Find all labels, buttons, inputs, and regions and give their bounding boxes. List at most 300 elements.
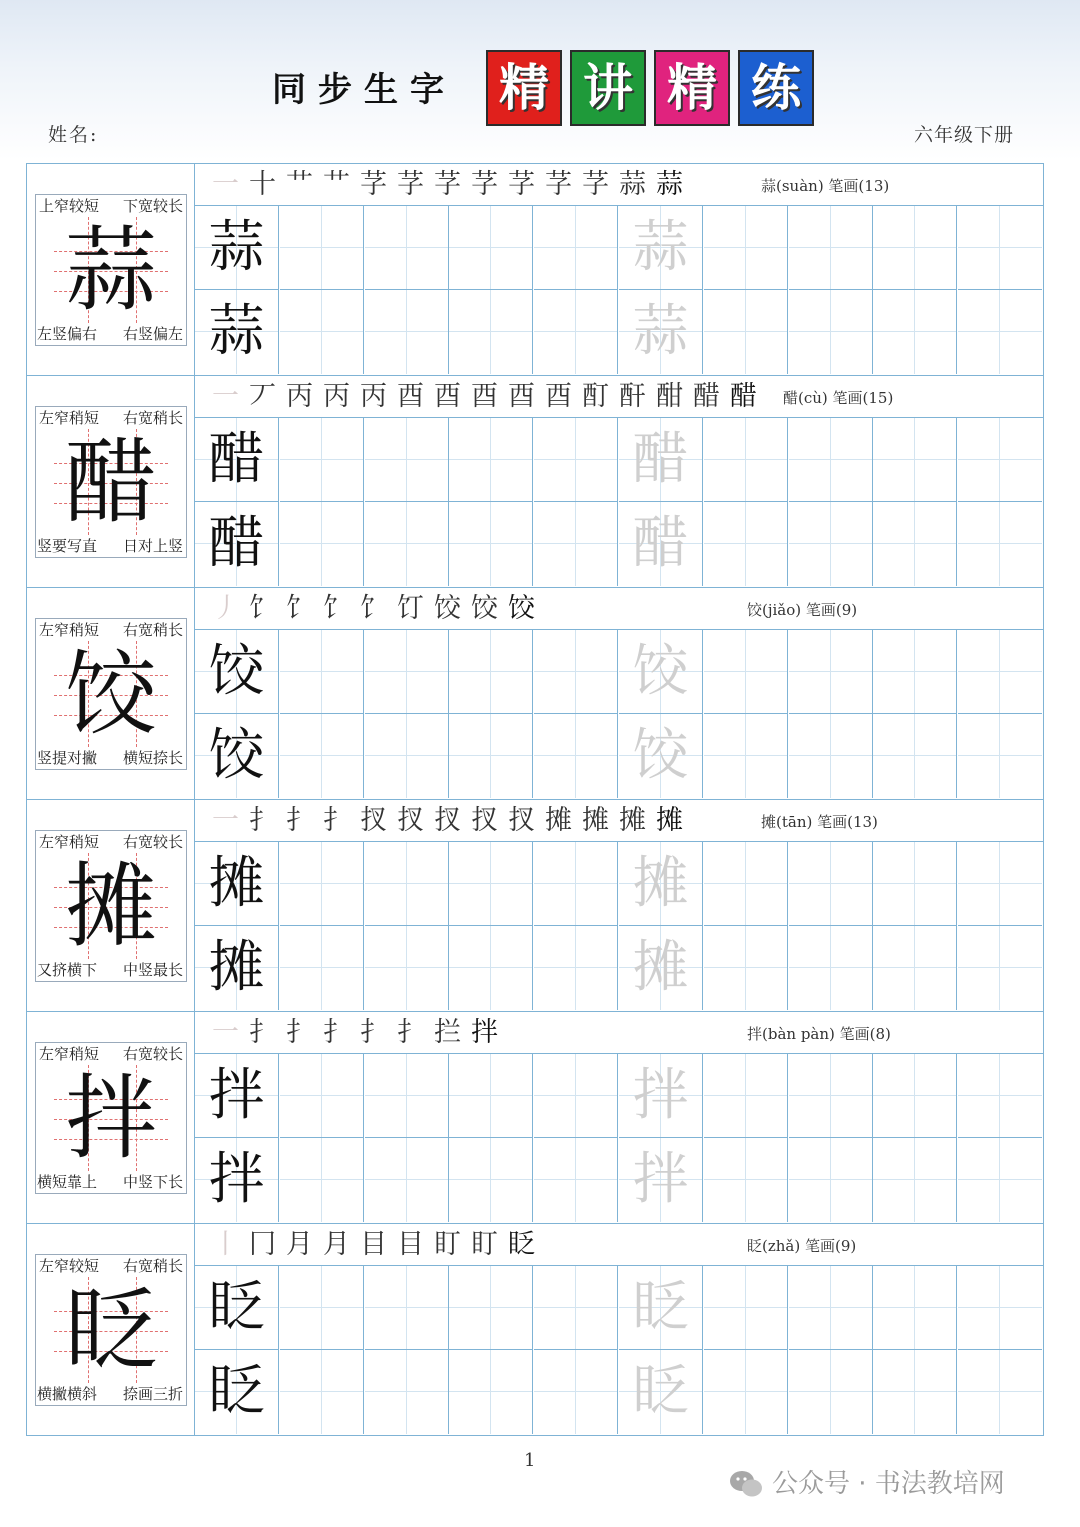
- writing-cell[interactable]: [958, 502, 1042, 586]
- writing-cell[interactable]: [873, 290, 957, 374]
- writing-cell[interactable]: [789, 714, 873, 798]
- writing-cell[interactable]: [958, 206, 1042, 290]
- writing-cell[interactable]: [365, 714, 449, 798]
- writing-cell[interactable]: [280, 1350, 364, 1434]
- writing-cell[interactable]: [873, 206, 957, 290]
- model-panel: [27, 376, 195, 587]
- writing-cell[interactable]: [958, 1138, 1042, 1222]
- writing-cell[interactable]: [280, 1138, 364, 1222]
- writing-cell[interactable]: [619, 1138, 703, 1222]
- stroke-step: 一: [212, 381, 239, 412]
- badge-jing-2: 精: [654, 50, 730, 126]
- model-panel: [27, 588, 195, 799]
- practice-grid: [195, 842, 1043, 1011]
- writing-cell[interactable]: [704, 842, 788, 926]
- writing-cell[interactable]: [534, 1138, 618, 1222]
- sample-character: 拌: [208, 1147, 265, 1212]
- stroke-step: 饣: [286, 593, 313, 624]
- writing-cell[interactable]: [704, 926, 788, 1010]
- writing-cell[interactable]: [195, 842, 279, 926]
- trace-character: 眨: [632, 1359, 689, 1424]
- stroke-step: 丿: [212, 593, 239, 624]
- writing-cell[interactable]: [958, 418, 1042, 502]
- stroke-step: 扠: [471, 805, 498, 836]
- writing-cell[interactable]: [534, 714, 618, 798]
- badge-lian: 练: [738, 50, 814, 126]
- stroke-step: 酊: [582, 381, 609, 412]
- stroke-step: 十: [249, 169, 276, 200]
- writing-cell[interactable]: [365, 206, 449, 290]
- stroke-step: 丨: [212, 1229, 239, 1260]
- trace-character: 摊: [632, 851, 689, 916]
- model-panel: [27, 800, 195, 1011]
- stroke-step: 丙: [323, 381, 350, 412]
- stroke-order-strip: [195, 164, 1043, 206]
- writing-cell[interactable]: [449, 714, 533, 798]
- writing-cell[interactable]: [958, 1350, 1042, 1434]
- structure-tip: 捺画三折: [122, 1385, 183, 1403]
- writing-cell[interactable]: [195, 926, 279, 1010]
- writing-cell[interactable]: [449, 1266, 533, 1350]
- stroke-step: 酐: [619, 381, 646, 412]
- writing-cell[interactable]: [195, 502, 279, 586]
- practice-panel: [195, 800, 1043, 1011]
- writing-cell[interactable]: [365, 502, 449, 586]
- sample-character: 摊: [208, 935, 265, 1000]
- stroke-step: 酣: [656, 381, 683, 412]
- stroke-step: 扌: [286, 1017, 313, 1048]
- model-character: 拌: [64, 1065, 157, 1172]
- writing-cell[interactable]: [280, 418, 364, 502]
- writing-cell[interactable]: [873, 502, 957, 586]
- stroke-step: 饺: [508, 593, 535, 624]
- writing-cell[interactable]: [449, 1350, 533, 1434]
- structure-tip: 右宽较长: [122, 1045, 183, 1063]
- stroke-sequence: [207, 591, 540, 627]
- model-panel: [27, 164, 195, 375]
- character-info: 饺(jiǎo) 笔画(9): [747, 601, 858, 619]
- stroke-step: 酉: [471, 381, 498, 412]
- sample-character: 眨: [208, 1275, 265, 1340]
- stroke-step: 艹: [286, 169, 313, 200]
- stroke-step: 扌: [397, 1017, 424, 1048]
- trace-character: 眨: [632, 1275, 689, 1340]
- practice-sheet: [26, 163, 1044, 1436]
- writing-cell[interactable]: [534, 206, 618, 290]
- practice-panel: [195, 164, 1043, 375]
- writing-cell[interactable]: [195, 630, 279, 714]
- character-row: [27, 376, 1043, 588]
- writing-cell[interactable]: [365, 1054, 449, 1138]
- practice-panel: [195, 588, 1043, 799]
- writing-cell[interactable]: [280, 290, 364, 374]
- character-row: [27, 588, 1043, 800]
- writing-cell[interactable]: [365, 1138, 449, 1222]
- stroke-order-strip: [195, 376, 1043, 418]
- writing-cell[interactable]: [619, 418, 703, 502]
- practice-grid: [195, 418, 1043, 587]
- writing-cell[interactable]: [449, 926, 533, 1010]
- writing-cell[interactable]: [534, 1054, 618, 1138]
- writing-cell[interactable]: [365, 842, 449, 926]
- writing-cell[interactable]: [365, 418, 449, 502]
- writing-cell[interactable]: [873, 1138, 957, 1222]
- stroke-step: 扌: [249, 1017, 276, 1048]
- badge-jiang: 讲: [570, 50, 646, 126]
- writing-cell[interactable]: [873, 1350, 957, 1434]
- stroke-order-strip: [195, 1224, 1043, 1266]
- stroke-sequence: [207, 803, 688, 839]
- writing-cell[interactable]: [449, 842, 533, 926]
- writing-cell[interactable]: [704, 714, 788, 798]
- name-label: 姓名:: [48, 124, 99, 146]
- writing-cell[interactable]: [873, 714, 957, 798]
- writing-cell[interactable]: [958, 290, 1042, 374]
- structure-tip: 右宽稍长: [122, 1257, 183, 1275]
- watermark-text: 公众号 · 书法教培网: [772, 1469, 1005, 1499]
- model-panel: [27, 1012, 195, 1223]
- character-info: 拌(bàn pàn) 笔画(8): [747, 1025, 891, 1043]
- writing-cell[interactable]: [195, 418, 279, 502]
- model-character: 摊: [64, 853, 157, 960]
- stroke-step: 饺: [471, 593, 498, 624]
- writing-cell[interactable]: [195, 1350, 279, 1434]
- writing-cell[interactable]: [873, 1054, 957, 1138]
- structure-tip: 右宽稍长: [122, 621, 183, 639]
- writing-cell[interactable]: [958, 842, 1042, 926]
- structure-tip: 横短靠上: [37, 1173, 98, 1191]
- writing-cell[interactable]: [195, 1138, 279, 1222]
- stroke-step: 冂: [249, 1229, 276, 1260]
- writing-cell[interactable]: [704, 418, 788, 502]
- writing-cell[interactable]: [789, 1266, 873, 1350]
- stroke-step: 饣: [249, 593, 276, 624]
- sample-character: 蒜: [208, 299, 265, 364]
- writing-cell[interactable]: [365, 926, 449, 1010]
- practice-panel: [195, 1012, 1043, 1223]
- writing-cell[interactable]: [449, 630, 533, 714]
- writing-cell[interactable]: [789, 630, 873, 714]
- stroke-step: 月: [323, 1229, 350, 1260]
- structure-tip: 右竖偏左: [122, 325, 183, 343]
- sample-character: 醋: [208, 511, 265, 576]
- writing-cell[interactable]: [534, 1350, 618, 1434]
- sample-character: 蒜: [208, 215, 265, 280]
- character-row: [27, 800, 1043, 1012]
- page-number: 1: [524, 1450, 536, 1471]
- model-character: 蒜: [64, 217, 157, 324]
- writing-cell[interactable]: [195, 714, 279, 798]
- stroke-sequence: [207, 1015, 503, 1051]
- writing-cell[interactable]: [958, 1054, 1042, 1138]
- stroke-step: 蒜: [656, 169, 683, 200]
- stroke-step: 扌: [323, 805, 350, 836]
- practice-grid: [195, 630, 1043, 799]
- trace-character: 饺: [632, 639, 689, 704]
- model-character: 饺: [64, 641, 157, 748]
- practice-panel: [195, 376, 1043, 587]
- stroke-step: 酉: [545, 381, 572, 412]
- stroke-sequence: [207, 379, 762, 415]
- writing-cell[interactable]: [619, 1350, 703, 1434]
- character-row: [27, 164, 1043, 376]
- structure-tip: 中竖最长: [122, 961, 183, 979]
- writing-cell[interactable]: [789, 926, 873, 1010]
- model-box: [35, 830, 187, 982]
- writing-cell[interactable]: [789, 1138, 873, 1222]
- structure-tip: 下宽较长: [122, 197, 183, 215]
- stroke-step: 拌: [471, 1017, 498, 1048]
- sample-character: 拌: [208, 1063, 265, 1128]
- writing-cell[interactable]: [534, 418, 618, 502]
- trace-character: 蒜: [632, 215, 689, 280]
- stroke-step: 芓: [471, 169, 498, 200]
- writing-cell[interactable]: [704, 1266, 788, 1350]
- stroke-step: 饣: [360, 593, 387, 624]
- writing-cell[interactable]: [958, 714, 1042, 798]
- writing-cell[interactable]: [789, 502, 873, 586]
- structure-tip: 左竖偏右: [37, 325, 98, 343]
- sample-character: 饺: [208, 723, 265, 788]
- writing-cell[interactable]: [280, 926, 364, 1010]
- trace-character: 拌: [632, 1147, 689, 1212]
- stroke-step: 一: [212, 805, 239, 836]
- writing-cell[interactable]: [873, 842, 957, 926]
- writing-cell[interactable]: [704, 290, 788, 374]
- writing-cell[interactable]: [704, 630, 788, 714]
- stroke-step: 芓: [434, 169, 461, 200]
- writing-cell[interactable]: [280, 842, 364, 926]
- structure-tip: 上窄较短: [39, 197, 100, 215]
- writing-cell[interactable]: [619, 842, 703, 926]
- writing-cell[interactable]: [704, 206, 788, 290]
- stroke-step: 饺: [434, 593, 461, 624]
- stroke-step: 芓: [360, 169, 387, 200]
- writing-cell[interactable]: [365, 630, 449, 714]
- model-box: [35, 1042, 187, 1194]
- title-badges: [486, 50, 814, 126]
- writing-cell[interactable]: [958, 926, 1042, 1010]
- writing-cell[interactable]: [619, 502, 703, 586]
- character-row: [27, 1224, 1043, 1436]
- practice-grid: [195, 1054, 1043, 1223]
- stroke-step: 扠: [434, 805, 461, 836]
- structure-tip: 右宽较长: [122, 833, 183, 851]
- structure-tip: 左窄稍短: [39, 621, 100, 639]
- writing-cell[interactable]: [789, 842, 873, 926]
- writing-cell[interactable]: [704, 1350, 788, 1434]
- writing-cell[interactable]: [449, 418, 533, 502]
- writing-cell[interactable]: [365, 1266, 449, 1350]
- writing-cell[interactable]: [195, 1266, 279, 1350]
- model-box: [35, 618, 187, 770]
- badge-jing-1: 精: [486, 50, 562, 126]
- model-character: 眨: [64, 1277, 157, 1384]
- writing-cell[interactable]: [704, 1054, 788, 1138]
- writing-cell[interactable]: [534, 630, 618, 714]
- stroke-step: 眨: [508, 1229, 535, 1260]
- stroke-step: 一: [212, 169, 239, 200]
- writing-cell[interactable]: [619, 1054, 703, 1138]
- character-info: 醋(cù) 笔画(15): [783, 389, 894, 407]
- sample-character: 饺: [208, 639, 265, 704]
- writing-cell[interactable]: [280, 1054, 364, 1138]
- writing-cell[interactable]: [195, 290, 279, 374]
- writing-cell[interactable]: [280, 630, 364, 714]
- structure-tip: 左窄稍短: [39, 409, 100, 427]
- writing-cell[interactable]: [789, 290, 873, 374]
- writing-cell[interactable]: [365, 1350, 449, 1434]
- writing-cell[interactable]: [789, 1054, 873, 1138]
- stroke-step: 丙: [360, 381, 387, 412]
- writing-cell[interactable]: [534, 926, 618, 1010]
- writing-cell[interactable]: [873, 418, 957, 502]
- model-box: [35, 1254, 187, 1406]
- writing-cell[interactable]: [534, 502, 618, 586]
- stroke-sequence: [207, 1227, 540, 1263]
- stroke-step: 蒜: [619, 169, 646, 200]
- writing-cell[interactable]: [789, 418, 873, 502]
- writing-cell[interactable]: [789, 206, 873, 290]
- stroke-step: 扠: [360, 805, 387, 836]
- writing-cell[interactable]: [619, 630, 703, 714]
- stroke-step: 扌: [360, 1017, 387, 1048]
- practice-grid: [195, 1266, 1043, 1435]
- writing-cell[interactable]: [534, 842, 618, 926]
- writing-cell[interactable]: [958, 630, 1042, 714]
- stroke-step: 月: [286, 1229, 313, 1260]
- stroke-step: 摊: [656, 805, 683, 836]
- stroke-step: 目: [360, 1229, 387, 1260]
- trace-character: 醋: [632, 427, 689, 492]
- model-panel: [27, 1224, 195, 1435]
- character-info: 蒜(suàn) 笔画(13): [761, 177, 890, 195]
- structure-tip: 中竖下长: [122, 1173, 183, 1191]
- stroke-step: 一: [212, 1017, 239, 1048]
- writing-cell[interactable]: [195, 206, 279, 290]
- writing-cell[interactable]: [873, 1266, 957, 1350]
- stroke-step: 酉: [508, 381, 535, 412]
- stroke-step: 扠: [397, 805, 424, 836]
- trace-character: 拌: [632, 1063, 689, 1128]
- writing-cell[interactable]: [704, 502, 788, 586]
- grade-label: 六年级下册: [914, 124, 1015, 146]
- writing-cell[interactable]: [280, 1266, 364, 1350]
- writing-cell[interactable]: [619, 290, 703, 374]
- stroke-step: 拦: [434, 1017, 461, 1048]
- writing-cell[interactable]: [873, 630, 957, 714]
- stroke-step: 饤: [397, 593, 424, 624]
- stroke-step: 芓: [397, 169, 424, 200]
- writing-cell[interactable]: [873, 926, 957, 1010]
- structure-tip: 横撇横斜: [37, 1385, 98, 1403]
- stroke-step: 摊: [545, 805, 572, 836]
- stroke-step: 扌: [323, 1017, 350, 1048]
- structure-tip: 左窄稍短: [39, 1045, 100, 1063]
- writing-cell[interactable]: [449, 206, 533, 290]
- structure-tip: 竖要写直: [37, 537, 98, 555]
- trace-character: 蒜: [632, 299, 689, 364]
- stroke-step: 艹: [323, 169, 350, 200]
- sample-character: 眨: [208, 1359, 265, 1424]
- trace-character: 摊: [632, 935, 689, 1000]
- stroke-step: 丆: [249, 381, 276, 412]
- practice-grid: [195, 206, 1043, 375]
- stroke-step: 醋: [693, 381, 720, 412]
- model-box: [35, 194, 187, 346]
- writing-cell[interactable]: [449, 1138, 533, 1222]
- watermark: [728, 1466, 1005, 1502]
- structure-tip: 日对上竖: [122, 537, 183, 555]
- character-row: [27, 1012, 1043, 1224]
- stroke-sequence: [207, 167, 688, 203]
- writing-cell[interactable]: [280, 206, 364, 290]
- writing-cell[interactable]: [365, 290, 449, 374]
- page-title: 同步生字: [272, 70, 456, 110]
- wechat-icon: [728, 1469, 764, 1499]
- writing-cell[interactable]: [619, 714, 703, 798]
- writing-cell[interactable]: [704, 1138, 788, 1222]
- writing-cell[interactable]: [534, 290, 618, 374]
- writing-cell[interactable]: [958, 1266, 1042, 1350]
- stroke-step: 芓: [508, 169, 535, 200]
- writing-cell[interactable]: [195, 1054, 279, 1138]
- trace-character: 醋: [632, 511, 689, 576]
- model-box: [35, 406, 187, 558]
- model-character: 醋: [64, 429, 157, 536]
- writing-cell[interactable]: [619, 1266, 703, 1350]
- writing-cell[interactable]: [619, 926, 703, 1010]
- stroke-step: 扌: [249, 805, 276, 836]
- structure-tip: 竖提对撇: [37, 749, 98, 767]
- character-info: 摊(tān) 笔画(13): [761, 813, 878, 831]
- practice-panel: [195, 1224, 1043, 1435]
- stroke-order-strip: [195, 588, 1043, 630]
- stroke-step: 目: [397, 1229, 424, 1260]
- structure-tip: 左窄较短: [39, 1257, 100, 1275]
- stroke-step: 盯: [434, 1229, 461, 1260]
- stroke-step: 扠: [508, 805, 535, 836]
- stroke-order-strip: [195, 800, 1043, 842]
- stroke-step: 盯: [471, 1229, 498, 1260]
- sample-character: 醋: [208, 427, 265, 492]
- stroke-order-strip: [195, 1012, 1043, 1054]
- stroke-step: 摊: [619, 805, 646, 836]
- writing-cell[interactable]: [280, 502, 364, 586]
- writing-cell[interactable]: [534, 1266, 618, 1350]
- writing-cell[interactable]: [449, 290, 533, 374]
- writing-cell[interactable]: [449, 1054, 533, 1138]
- stroke-step: 酉: [434, 381, 461, 412]
- stroke-step: 摊: [582, 805, 609, 836]
- stroke-step: 饣: [323, 593, 350, 624]
- structure-tip: 又挤横下: [37, 961, 98, 979]
- stroke-step: 芓: [582, 169, 609, 200]
- stroke-step: 丙: [286, 381, 313, 412]
- stroke-step: 扌: [286, 805, 313, 836]
- structure-tip: 右宽稍长: [122, 409, 183, 427]
- stroke-step: 醋: [730, 381, 757, 412]
- writing-cell[interactable]: [449, 502, 533, 586]
- writing-cell[interactable]: [280, 714, 364, 798]
- structure-tip: 横短捺长: [122, 749, 183, 767]
- writing-cell[interactable]: [789, 1350, 873, 1434]
- writing-cell[interactable]: [619, 206, 703, 290]
- structure-tip: 左窄稍短: [39, 833, 100, 851]
- trace-character: 饺: [632, 723, 689, 788]
- stroke-step: 酉: [397, 381, 424, 412]
- stroke-step: 芓: [545, 169, 572, 200]
